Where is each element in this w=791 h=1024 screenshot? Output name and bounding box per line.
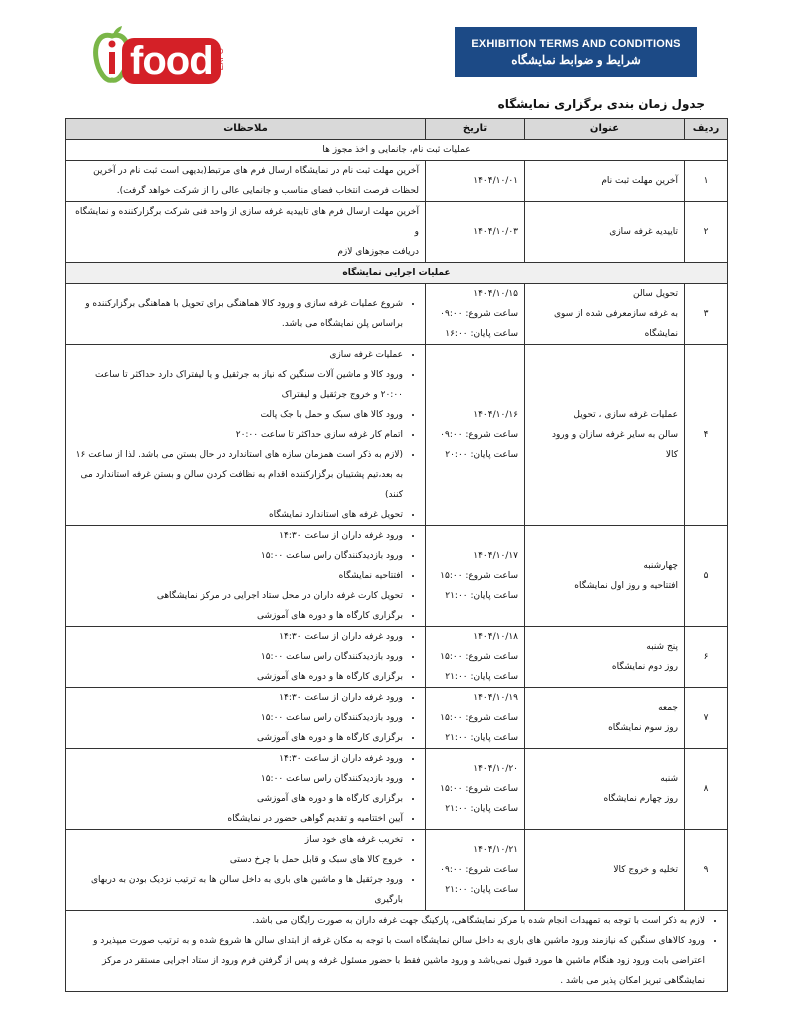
- table-row: [66, 202, 728, 263]
- col-header-title: عنوان: [525, 119, 685, 140]
- row-date: [426, 345, 525, 526]
- row-title: [525, 202, 685, 263]
- row-number: ۴: [685, 345, 728, 526]
- notes-list: [72, 830, 419, 910]
- table-row: [66, 161, 728, 202]
- footer-row: [66, 911, 728, 992]
- row-number: ۵: [685, 526, 728, 627]
- schedule-table: [65, 118, 728, 992]
- row-title: [525, 284, 685, 345]
- row-number: ۲: [685, 202, 728, 263]
- note-item: • شروع عملیات غرفه سازی و ورود کالا هماهنگی برای تحویل با هماهنگی برگزارکننده و براساس پلن نمایشگاه می باشد.: [72, 294, 403, 334]
- row-date: [426, 749, 525, 830]
- row-notes: [66, 749, 426, 830]
- row-notes: [66, 284, 426, 345]
- row-notes: [66, 345, 426, 526]
- note-item: • ورود بازدیدکنندگان راس ساعت ۱۵:۰۰: [72, 769, 403, 789]
- col-header-date: تاریخ: [426, 119, 525, 140]
- row-title-line: روز دوم نمایشگاه: [611, 662, 678, 672]
- row-title-line: روز سوم نمایشگاه: [608, 723, 678, 733]
- row-date-line: ۱۴۰۴/۱۰/۱۹: [473, 693, 518, 703]
- row-title: [525, 526, 685, 627]
- row-title-line: پنج شنبه: [646, 642, 678, 652]
- logo-wordmark: food: [122, 38, 221, 84]
- row-title-line: تاییدیه غرفه سازی: [609, 227, 678, 237]
- note-item: • ورود کالا و ماشین آلات سنگین که نیاز به جرثقیل و یا لیفتراک دارد حداکثر تا ساعت ۲۰:۰۰ و خروج جرثقیل و لیفتراک: [72, 365, 403, 405]
- row-date-line: ساعت پایان: ۲۱:۰۰: [445, 672, 518, 682]
- section-label: عملیات ثبت نام، جانمایی و اخذ مجوز ها: [66, 140, 728, 161]
- note-item: • اتمام کار غرفه سازی حداکثر تا ساعت ۲۰:۰۰: [72, 425, 403, 445]
- footer-item: • لازم به ذکر است با توجه به تمهیدات انجام شده با مرکز نمایشگاهی، پارکینگ جهت غرفه داران به صورت رایگان می باشد.: [72, 911, 705, 931]
- row-title: [525, 688, 685, 749]
- note-item: • ورود جرثقیل ها و ماشین های باری به داخل سالن ها به ترتیب نزدیک بودن به دربهای بارگیری: [72, 870, 403, 910]
- row-notes: [66, 202, 426, 263]
- row-date-line: ۱۴۰۴/۱۰/۱۷: [473, 551, 518, 561]
- row-date-line: ساعت شروع: ۰۹:۰۰: [440, 430, 518, 440]
- row-title-line: کالا: [665, 450, 678, 460]
- row-date-line: ساعت پایان: ۲۱:۰۰: [445, 591, 518, 601]
- row-title-line: افتتاحیه و روز اول نمایشگاه: [574, 581, 678, 591]
- row-date: [426, 627, 525, 688]
- note-item: • ورود بازدیدکنندگان راس ساعت ۱۵:۰۰: [72, 708, 403, 728]
- row-title-line: عملیات غرفه سازی ، تحویل: [573, 410, 678, 420]
- row-date: [426, 830, 525, 911]
- row-note-line: آخرین مهلت ارسال فرم های تاییدیه غرفه سازی از واحد فنی شرکت برگزارکننده و نمایشگاه و: [75, 207, 419, 237]
- note-item: • ورود غرفه داران از ساعت ۱۴:۳۰: [72, 526, 403, 546]
- row-title-line: شنبه: [660, 774, 678, 784]
- table-row: [66, 688, 728, 749]
- row-date-line: ۱۴۰۴/۱۰/۱۸: [473, 632, 518, 642]
- col-header-num: ردیف: [685, 119, 728, 140]
- row-number: ۱: [685, 161, 728, 202]
- row-date-line: ۱۴۰۴/۱۰/۰۱: [473, 176, 518, 186]
- banner-english: EXHIBITION TERMS AND CONDITIONS: [471, 38, 681, 50]
- ifood-expo-logo: [92, 18, 225, 88]
- note-item: • عملیات غرفه سازی: [72, 345, 403, 365]
- row-title-line: تحویل سالن: [632, 289, 678, 299]
- row-date-line: ساعت شروع: ۱۵:۰۰: [440, 713, 518, 723]
- row-note-line: دریافت مجوزهای لازم: [337, 247, 419, 257]
- table-header-row: [66, 119, 728, 140]
- row-title: [525, 161, 685, 202]
- row-date-line: ۱۴۰۴/۱۰/۱۶: [473, 410, 518, 420]
- row-title-line: نمایشگاه: [644, 329, 678, 339]
- row-notes: [66, 627, 426, 688]
- row-date: [426, 161, 525, 202]
- row-number: ۹: [685, 830, 728, 911]
- section-label: عملیات اجرایی نمایشگاه: [66, 263, 728, 284]
- row-notes: [66, 830, 426, 911]
- row-date: [426, 526, 525, 627]
- note-item: • افتتاحیه نمایشگاه: [72, 566, 403, 586]
- note-item: • تخریب غرفه های خود ساز: [72, 830, 403, 850]
- note-item: • ورود کالا های سبک و حمل با جک پالت: [72, 405, 403, 425]
- notes-list: [72, 688, 419, 748]
- notes-list: [72, 526, 419, 626]
- footer-list: [72, 911, 721, 991]
- note-item: • برگزاری کارگاه ها و دوره های آموزشی: [72, 667, 403, 687]
- logo-expo-label: EXPO: [216, 48, 225, 71]
- footer-item: • ورود کالاهای سنگین که نیازمند ورود ماشین های باری به داخل سالن نمایشگاه است با توجه به مکان غرفه از ابتدای سالن ها شروع شده و به ترتیب صورت میپذیرد و اعتراضی بابت ورود زود هنگام ماشین ها مورد قبول نمی‌باشد و ورود ماشین فقط با حضور مسئول غرفه و پس از گرفتن فرم ورود از ستاد اجرایی مستقر در مرکز نمایشگاهی تبریز امکان پذیر می باشد .: [72, 931, 705, 991]
- section-row: [66, 263, 728, 284]
- note-item: • ورود غرفه داران از ساعت ۱۴:۳۰: [72, 749, 403, 769]
- row-title: [525, 749, 685, 830]
- notes-list: [72, 749, 419, 829]
- row-date-line: ساعت شروع: ۱۵:۰۰: [440, 784, 518, 794]
- row-title-line: تخلیه و خروج کالا: [613, 865, 678, 875]
- footer-notes: [66, 911, 728, 992]
- note-item: • تحویل غرفه های استاندارد نمایشگاه: [72, 505, 403, 525]
- row-title-line: جمعه: [658, 703, 678, 713]
- table-row: [66, 627, 728, 688]
- table-row: [66, 749, 728, 830]
- row-date-line: ساعت پایان: ۲۱:۰۰: [445, 885, 518, 895]
- notes-list: [72, 627, 419, 687]
- row-date-line: ۱۴۰۴/۱۰/۱۵: [473, 289, 518, 299]
- row-date-line: ساعت پایان: ۲۰:۰۰: [445, 450, 518, 460]
- note-item: • ورود بازدیدکنندگان راس ساعت ۱۵:۰۰: [72, 546, 403, 566]
- note-item: • ورود غرفه داران از ساعت ۱۴:۳۰: [72, 688, 403, 708]
- row-title: [525, 830, 685, 911]
- row-number: ۷: [685, 688, 728, 749]
- row-date-line: ساعت شروع: ۱۵:۰۰: [440, 652, 518, 662]
- row-date-line: ساعت پایان: ۲۱:۰۰: [445, 733, 518, 743]
- row-title-line: روز چهارم نمایشگاه: [603, 794, 678, 804]
- table-row: [66, 345, 728, 526]
- row-date-line: ساعت شروع: ۰۹:۰۰: [440, 309, 518, 319]
- row-notes: [66, 161, 426, 202]
- section-row: [66, 140, 728, 161]
- row-date: [426, 284, 525, 345]
- banner-persian: شرایط و ضوابط نمایشگاه: [511, 53, 641, 67]
- row-number: ۶: [685, 627, 728, 688]
- note-item: • برگزاری کارگاه ها و دوره های آموزشی: [72, 728, 403, 748]
- row-note-line: لحظات فرصت انتخاب فضای مناسب و جانمایی عالی را از شرکت خواهد گرفت).: [116, 186, 419, 196]
- row-date: [426, 688, 525, 749]
- row-date-line: ساعت شروع: ۱۵:۰۰: [440, 571, 518, 581]
- row-notes: [66, 688, 426, 749]
- notes-list: [72, 294, 419, 334]
- row-number: ۸: [685, 749, 728, 830]
- note-item: • (لازم به ذکر است همزمان سازه های استاندارد در حال بستن می باشد. لذا از ساعت ۱۶ به بعد،تیم پشتیبان برگزارکننده اقدام به نظافت کردن سالن و بستن غرفه استاندارد می کنند): [72, 445, 403, 505]
- row-title-line: آخرین مهلت ثبت نام: [601, 176, 678, 186]
- row-note-line: آخرین مهلت ثبت نام در نمایشگاه ارسال فرم های مرتبط(بدیهی است ثبت نام در آخرین: [93, 166, 419, 176]
- note-item: • ورود غرفه داران از ساعت ۱۴:۳۰: [72, 627, 403, 647]
- row-date-line: ساعت پایان: ۲۱:۰۰: [445, 804, 518, 814]
- terms-banner: [455, 27, 697, 77]
- note-item: • برگزاری کارگاه ها و دوره های آموزشی: [72, 789, 403, 809]
- table-row: [66, 526, 728, 627]
- note-item: • خروج کالا های سبک و قابل حمل با چرخ دستی: [72, 850, 403, 870]
- table-row: [66, 830, 728, 911]
- col-header-notes: ملاحظات: [66, 119, 426, 140]
- note-item: • ورود بازدیدکنندگان راس ساعت ۱۵:۰۰: [72, 647, 403, 667]
- row-date-line: ساعت شروع: ۰۹:۰۰: [440, 865, 518, 875]
- row-title-line: به غرفه سازمعرفی شده از سوی: [553, 309, 678, 319]
- row-title-line: چهارشنبه: [643, 561, 678, 571]
- schedule-body: [66, 140, 728, 992]
- row-notes: [66, 526, 426, 627]
- row-date: [426, 202, 525, 263]
- row-date-line: ۱۴۰۴/۱۰/۰۳: [473, 227, 518, 237]
- note-item: • برگزاری کارگاه ها و دوره های آموزشی: [72, 606, 403, 626]
- note-item: • تحویل کارت غرفه داران در محل ستاد اجرایی در مرکز نمایشگاهی: [72, 586, 403, 606]
- row-title: [525, 627, 685, 688]
- page-title: جدول زمان بندی برگزاری نمایشگاه: [497, 97, 705, 111]
- row-number: ۳: [685, 284, 728, 345]
- row-date-line: ۱۴۰۴/۱۰/۲۰: [473, 764, 518, 774]
- notes-list: [72, 345, 419, 525]
- row-title-line: سالن به سایر غرفه سازان و ورود: [551, 430, 678, 440]
- note-item: • آیین اختتامیه و تقدیم گواهی حضور در نمایشگاه: [72, 809, 403, 829]
- row-title: [525, 345, 685, 526]
- table-row: [66, 284, 728, 345]
- row-date-line: ۱۴۰۴/۱۰/۲۱: [473, 845, 518, 855]
- row-date-line: ساعت پایان: ۱۶:۰۰: [445, 329, 518, 339]
